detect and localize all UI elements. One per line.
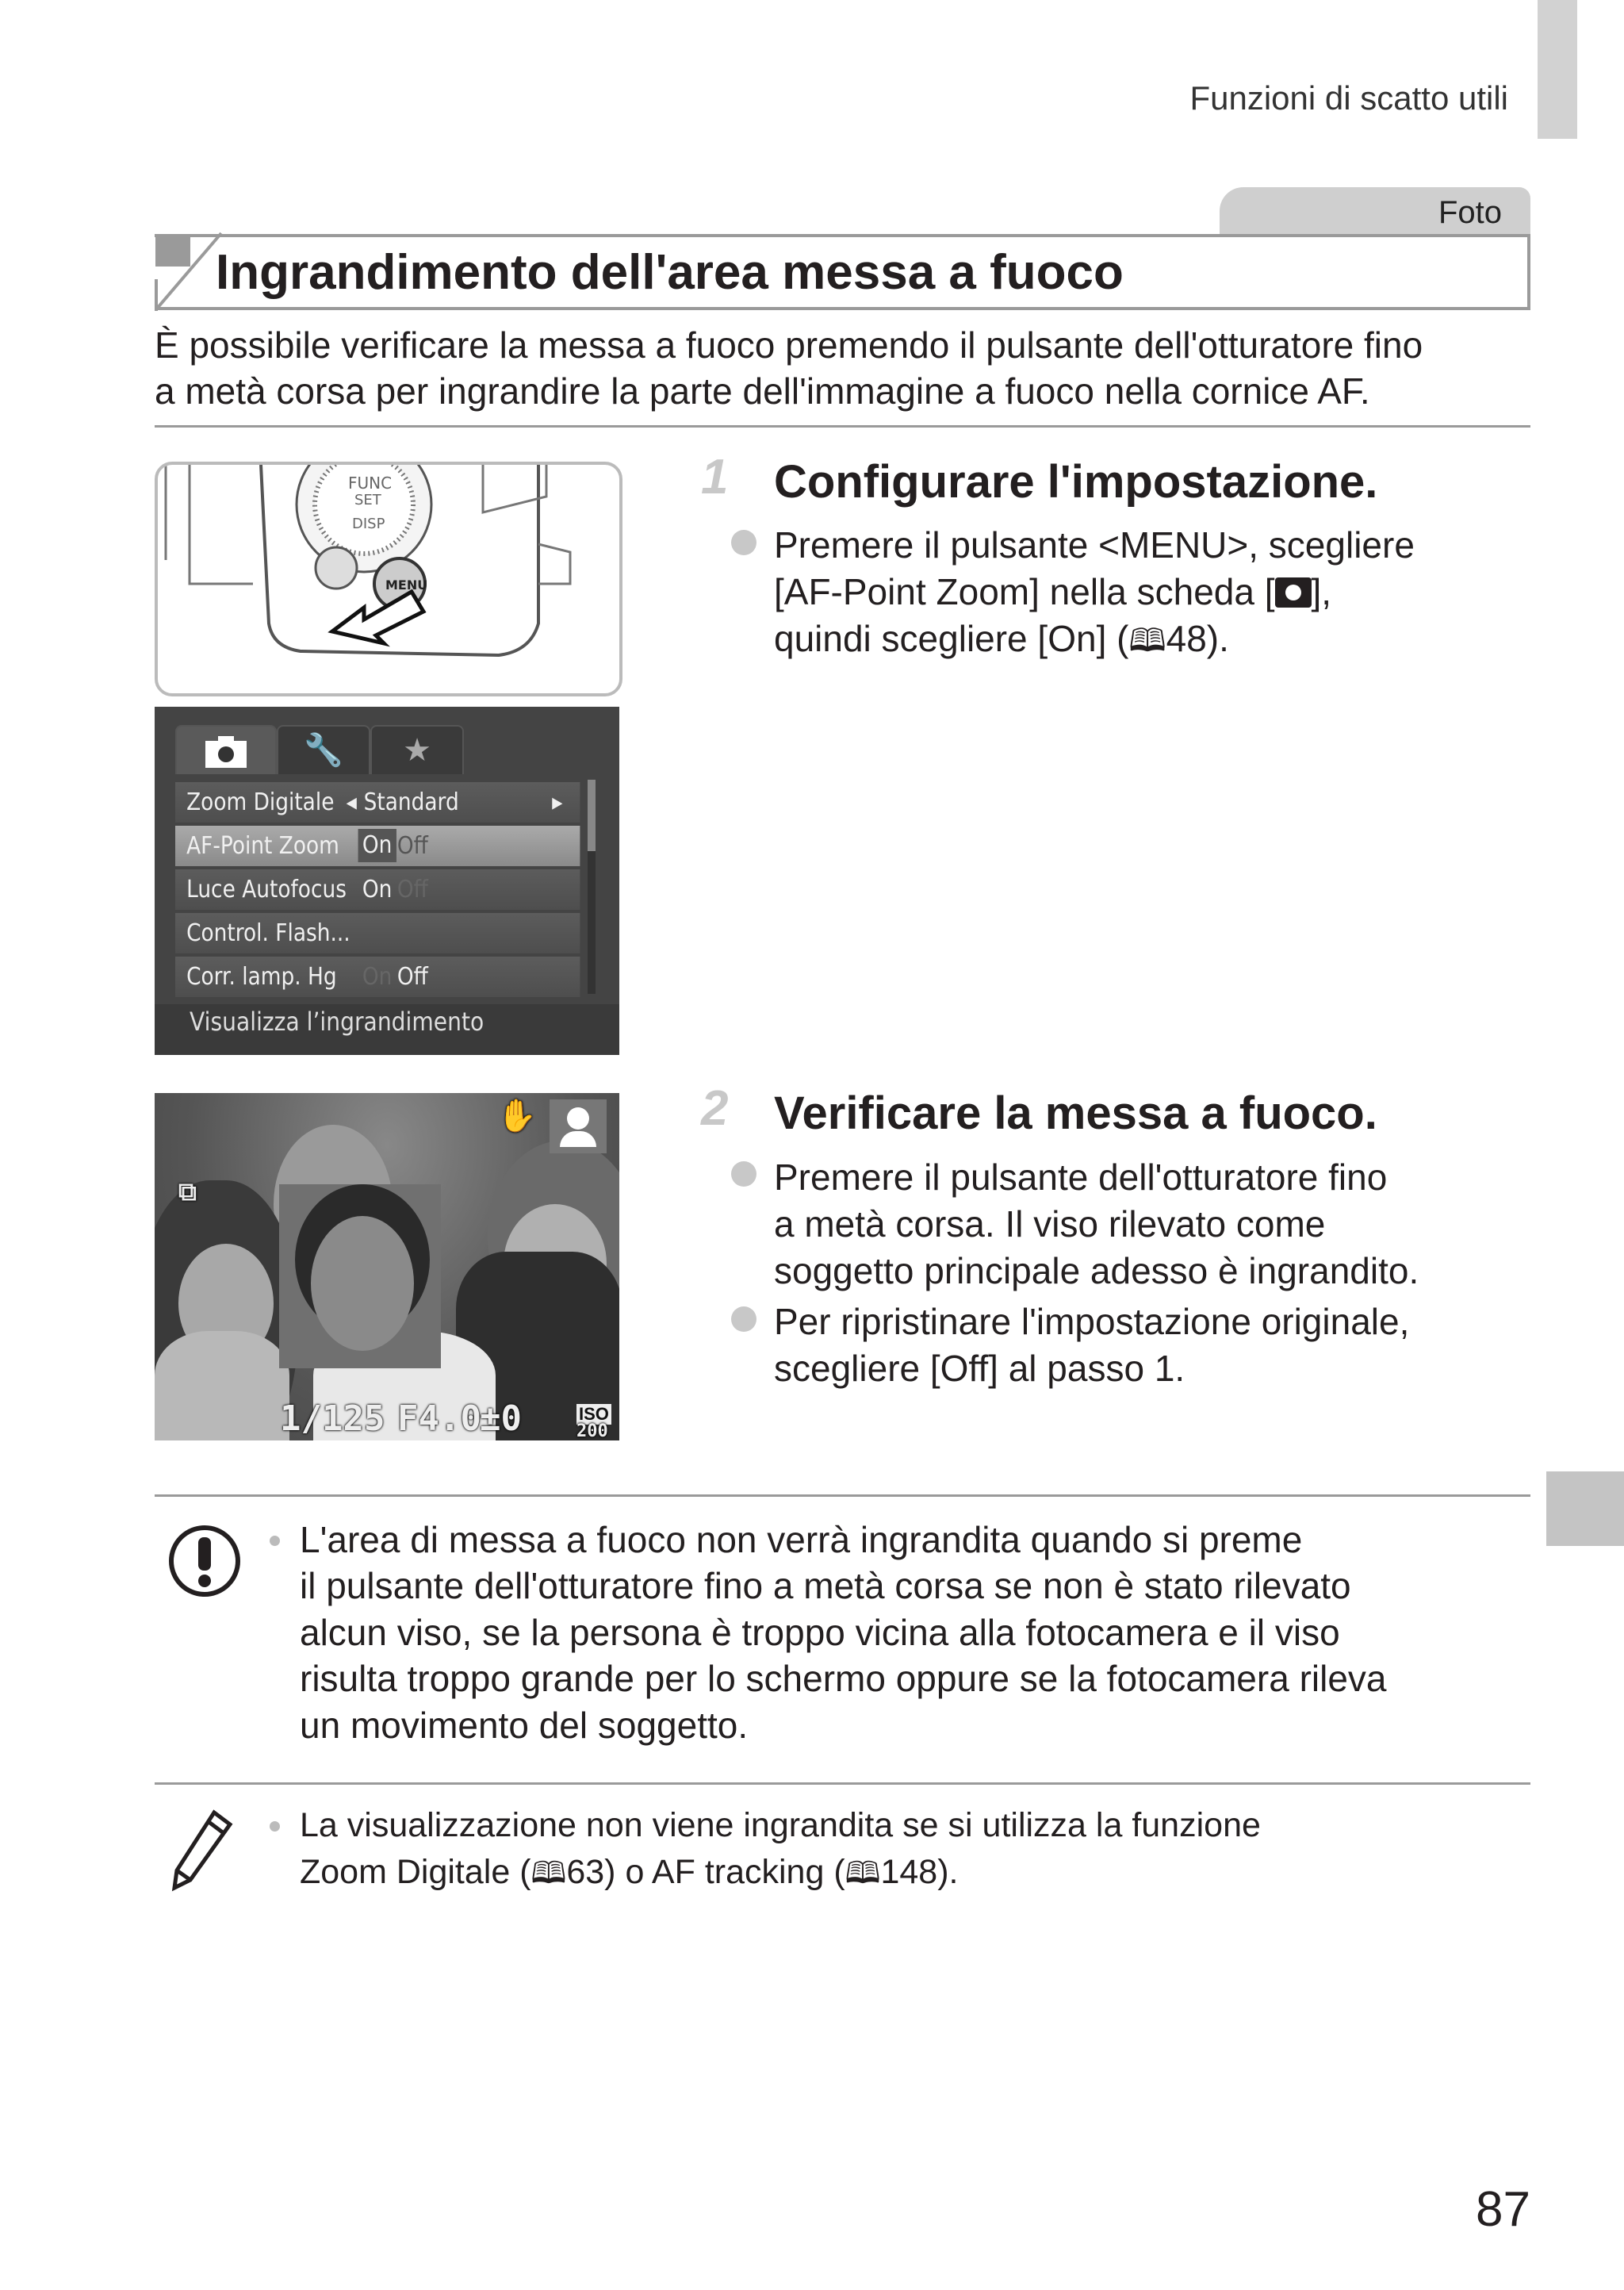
star-tab-icon: ★ (370, 725, 464, 774)
step-bullet-line: soggetto principale adesso è ingrandito. (774, 1250, 1419, 1291)
camera-tab-icon (175, 725, 277, 774)
caution-line: L'area di messa a fuoco non verrà ingrandita quando si preme (300, 1519, 1303, 1560)
step-bullet-line: Premere il pulsante <MENU>, scegliere (774, 524, 1415, 566)
caution-icon (167, 1523, 243, 1599)
page-title: Ingrandimento dell'area messa a fuoco (216, 245, 1124, 300)
caution-line: un movimento del soggetto. (300, 1705, 749, 1746)
step-bullet-line: quindi scegliere [On] (🕮48). (774, 618, 1229, 659)
svg-text:DISP: DISP (352, 516, 385, 532)
step-heading: Verificare la messa a fuoco. (774, 1087, 1377, 1139)
bullet-icon (731, 1306, 756, 1332)
step-heading: Configurare l'impostazione. (774, 456, 1378, 508)
bullet-icon (270, 1536, 280, 1546)
page-number: 87 (1476, 2182, 1530, 2237)
memo-line: La visualizzazione non viene ingrandita se si utilizza la funzione (300, 1806, 1261, 1844)
camera-menu-screen (155, 707, 619, 1055)
mode-tab: Foto (1220, 187, 1530, 235)
caution-line: risulta troppo grande per lo schermo oppure se la fotocamera rileva (300, 1658, 1387, 1699)
zoomed-face-frame (279, 1184, 441, 1368)
step-bullet-line: a metà corsa. Il viso rilevato come (774, 1203, 1326, 1245)
menu-row-control-flash: Control. Flash... (175, 913, 580, 953)
drive-mode-icon: ⧉ (178, 1176, 197, 1206)
caution-line: alcun viso, se la persona è troppo vicina alla fotocamera e il viso (300, 1612, 1340, 1653)
live-view-photo (155, 1093, 619, 1440)
svg-text:FUNC: FUNC (348, 474, 393, 493)
book-icon: 🕮 (1128, 623, 1166, 658)
menu-hint: Visualizza l’ingrandimento (190, 1007, 485, 1037)
step-bullet-line: Per ripristinare l'impostazione originale, (774, 1301, 1410, 1342)
memo-line: Zoom Digitale (🕮63) o AF tracking (🕮148). (300, 1853, 959, 1891)
caution-line: il pulsante dell'otturatore fino a metà corsa se non è stato rilevato (300, 1565, 1351, 1606)
girl-left-dress (155, 1331, 289, 1440)
tools-tab-icon: 🔧 (277, 725, 370, 774)
exposure-compensation: ±0 (480, 1398, 522, 1439)
iso-label: ISO (576, 1404, 611, 1425)
camera-shake-icon: ✋ (497, 1098, 537, 1134)
divider (155, 425, 1530, 428)
book-icon: 🕮 (530, 1857, 567, 1890)
step-number: 2 (701, 1081, 729, 1136)
bullet-icon (731, 1161, 756, 1187)
camera-illustration (155, 462, 622, 696)
divider (155, 1494, 1530, 1497)
face-detect-icon (550, 1099, 607, 1153)
menu-row-af-point-zoom: AF-Point Zoom On Off (175, 826, 580, 866)
step-bullet-line: [AF-Point Zoom] nella scheda [ ], (774, 571, 1332, 612)
aperture: F4.0 (397, 1398, 481, 1439)
iso-value: 200 (576, 1421, 608, 1440)
title-square (155, 235, 190, 267)
bullet-icon (731, 530, 756, 555)
intro-line: a metà corsa per ingrandire la parte dell'immagine a fuoco nella cornice AF. (155, 370, 1370, 412)
chapter-tab-marker (1546, 1471, 1624, 1546)
camera-tab-icon (1275, 577, 1312, 608)
menu-scrollbar (588, 780, 596, 994)
step-bullet-line: Premere il pulsante dell'otturatore fino (774, 1157, 1388, 1198)
svg-text:SET: SET (354, 492, 381, 508)
menu-row-luce-autofocus: Luce Autofocus On Off (175, 869, 580, 910)
svg-text:MENU: MENU (385, 577, 428, 593)
intro-line: È possibile verificare la messa a fuoco premendo il pulsante dell'otturatore fino (155, 324, 1423, 366)
divider (155, 1782, 1530, 1785)
menu-row-corr-lamp-hg: Corr. lamp. Hg On Off (175, 957, 580, 997)
menu-row-zoom-digitale: Zoom Digitale ◂ Standard ▸ (175, 782, 580, 823)
chapter-tab (1538, 0, 1577, 139)
step-number: 1 (701, 450, 729, 504)
shutter-speed: 1/125 (280, 1398, 385, 1439)
bullet-icon (270, 1821, 280, 1832)
book-icon: 🕮 (845, 1857, 881, 1890)
pencil-memo-icon (170, 1809, 234, 1892)
step-bullet-line: scegliere [Off] al passo 1. (774, 1348, 1185, 1389)
section-header: Funzioni di scatto utili (1189, 79, 1508, 117)
